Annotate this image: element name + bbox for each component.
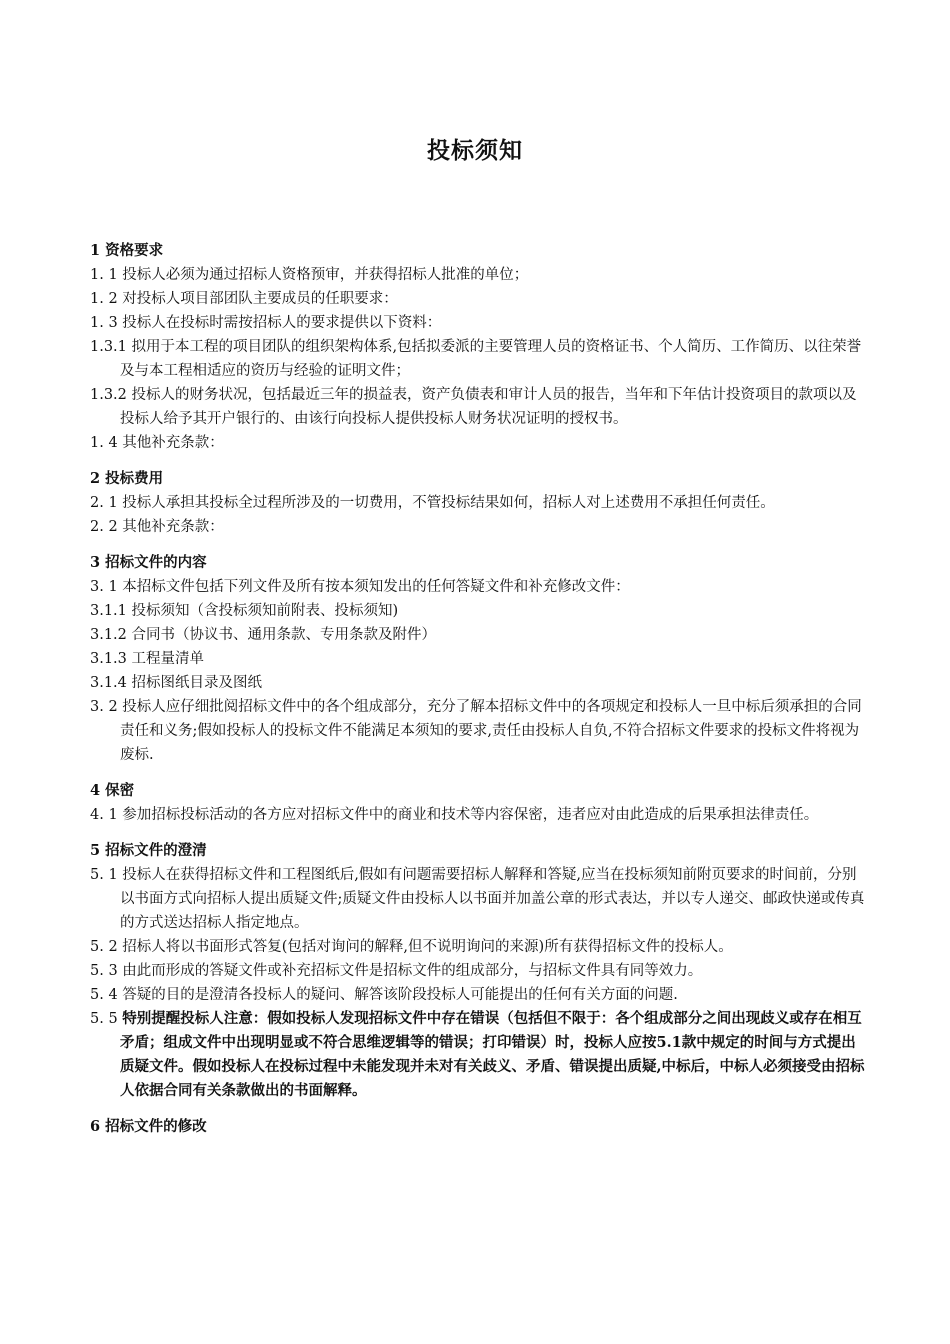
clause-number: 1. 1: [90, 267, 123, 283]
clause-text: 投标人应仔细批阅招标文件中的各个组成部分，充分了解本招标文件中的各项规定和投标人一旦中标后须承担的合同责任和义务;假如投标人的投标文件不能满足本须知的要求,责任由投标人自负,不符合招标文件要求的投标文件将视为废标.: [120, 699, 862, 763]
clause-number: 5. 1: [90, 867, 123, 883]
section-gap: [90, 827, 870, 839]
clause-text: 招标图纸目录及图纸: [131, 675, 263, 691]
clause-number: 5. 5: [90, 1011, 123, 1027]
clause-3-1-4: [90, 671, 870, 695]
clause-number: 3.1.4: [90, 675, 132, 691]
clause-5-4: [90, 983, 870, 1007]
clause-1-2: [90, 287, 870, 311]
clause-4-1: [90, 803, 870, 827]
clause-text: 投标人的财务状况，包括最近三年的损益表，资产负债表和审计人员的报告，当年和下年估计投资项目的款项以及投标人给予其开户银行的、由该行向投标人提供投标人财务状况证明的授权书。: [120, 387, 857, 427]
clause-number: 1.3.2: [90, 387, 132, 403]
clause-text-emphasis: 特别提醒投标人注意：假如投标人发现招标文件中存在错误（包括但不限于：各个组成部分之间出现歧义或存在相互矛盾；组成文件中出现明显或不符合思维逻辑等的错误；打印错误）时，投标人应按5.1款中规定的时间与方式提出质疑文件。假如投标人在投标过程中未能发现并未对有关歧义、矛盾、错误提出质疑,中标后，中标人必须接受由招标人依据合同有关条款做出的书面解释。: [120, 1010, 865, 1099]
clause-1-3-1: [90, 335, 870, 383]
section-heading-clarification: 5 招标文件的澄清: [90, 842, 207, 859]
clause-text: 对投标人项目部团队主要成员的任职要求：: [122, 291, 398, 307]
clause-3-1-2: [90, 623, 870, 647]
clause-5-3: [90, 959, 870, 983]
clause-text: 投标人承担其投标全过程所涉及的一切费用，不管投标结果如何，招标人对上述费用不承担任何责任。: [122, 495, 775, 511]
clause-number: 3.1.2: [90, 627, 132, 643]
clause-text: 答疑的目的是澄清各投标人的疑问、解答该阶段投标人可能提出的任何有关方面的问题.: [122, 987, 678, 1003]
clause-text: 其他补充条款：: [122, 519, 224, 535]
clause-number: 1. 3: [90, 315, 123, 331]
section-heading-tender-contents: 3 招标文件的内容: [90, 554, 207, 571]
clause-number: 5. 2: [90, 939, 123, 955]
document-title: 投标须知: [427, 138, 523, 164]
clause-text: 其他补充条款：: [122, 435, 224, 451]
clause-2-2: [90, 515, 870, 539]
clause-text: 投标人在获得招标文件和工程图纸后,假如有问题需要招标人解释和答疑,应当在投标须知前附页要求的时间前，分别以书面方式向招标人提出质疑文件;质疑文件由投标人以书面并加盖公章的形式表达，并以专人递交、邮政快递或传真的方式送达招标人指定地点。: [120, 867, 865, 931]
clause-text: 投标须知（含投标须知前附表、投标须知): [131, 603, 399, 619]
section-gap: [90, 1103, 870, 1115]
clause-3-2: [90, 695, 870, 767]
clause-number: 3. 2: [90, 699, 123, 715]
clause-3-1-1: [90, 599, 870, 623]
clause-text: 投标人在投标时需按招标人的要求提供以下资料：: [122, 315, 442, 331]
clause-number: 3. 1: [90, 579, 123, 595]
clause-1-4: [90, 431, 870, 455]
document-body: [90, 239, 870, 1139]
clause-1-3: [90, 311, 870, 335]
clause-text: 本招标文件包括下列文件及所有按本须知发出的任何答疑文件和补充修改文件：: [122, 579, 630, 595]
clause-text: 投标人必须为通过招标人资格预审，并获得招标人批准的单位；: [122, 267, 529, 283]
clause-number: 1.3.1: [90, 339, 132, 355]
clause-number: 2. 2: [90, 519, 123, 535]
clause-number: 1. 4: [90, 435, 123, 451]
clause-number: 1. 2: [90, 291, 123, 307]
clause-text: 拟用于本工程的项目团队的组织架构体系,包括拟委派的主要管理人员的资格证书、个人简历、工作简历、以往荣誉及与本工程相适应的资历与经验的证明文件；: [120, 339, 862, 379]
clause-number: 3.1.1: [90, 603, 132, 619]
clause-1-1: [90, 263, 870, 287]
section-gap: [90, 767, 870, 779]
clause-number: 5. 3: [90, 963, 123, 979]
clause-3-1-3: [90, 647, 870, 671]
clause-text: 工程量清单: [131, 651, 205, 667]
clause-2-1: [90, 491, 870, 515]
clause-5-1: [90, 863, 870, 935]
clause-number: 5. 4: [90, 987, 123, 1003]
clause-number: 2. 1: [90, 495, 123, 511]
clause-text: 合同书（协议书、通用条款、专用条款及附件）: [131, 627, 437, 643]
clause-1-3-2: [90, 383, 870, 431]
clause-3-1: [90, 575, 870, 599]
section-gap: [90, 539, 870, 551]
clause-number: 3.1.3: [90, 651, 132, 667]
section-heading-bid-costs: 2 投标费用: [90, 470, 164, 487]
clause-text: 由此而形成的答疑文件或补充招标文件是招标文件的组成部分，与招标文件具有同等效力。: [122, 963, 703, 979]
section-heading-amendment: 6 招标文件的修改: [90, 1118, 207, 1135]
clause-5-5: [90, 1007, 870, 1103]
clause-text: 招标人将以书面形式答复(包括对询问的解释,但不说明询问的来源)所有获得招标文件的投标人。: [122, 939, 733, 955]
section-heading-confidentiality: 4 保密: [90, 782, 135, 799]
section-heading-qualification: 1 资格要求: [90, 242, 164, 259]
section-gap: [90, 455, 870, 467]
clause-number: 4. 1: [90, 807, 123, 823]
clause-text: 参加招标投标活动的各方应对招标文件中的商业和技术等内容保密，违者应对由此造成的后果承担法律责任。: [122, 807, 819, 823]
clause-5-2: [90, 935, 870, 959]
